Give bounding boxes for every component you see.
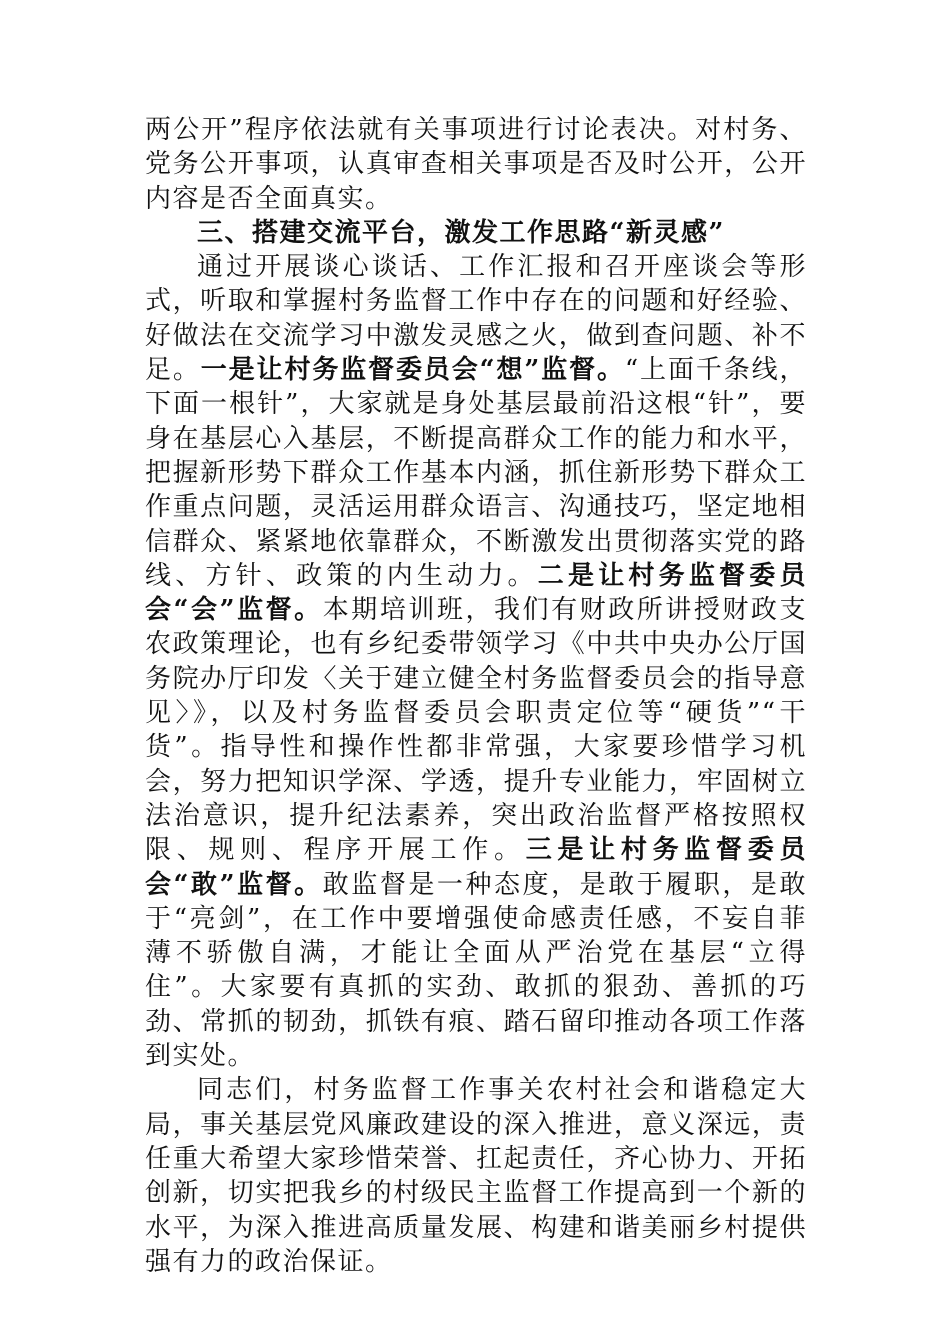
paragraph-continued: 两公开”程序依法就有关事项进行讨论表决。对村务、党务公开事项，认真审查相关事项是否及时公开，公开内容是否全面真实。 [145,115,807,214]
point-three-heading: 三是让村务监督委员会“敢”监督。 [145,835,807,900]
point-one-heading: 一是让村务监督委员会“想”监督。 [200,355,625,386]
point-two-heading: 二是让村务监督委员会“会”监督。 [145,560,807,626]
document-body [145,113,807,1279]
paragraph-text: 敢监督是一种态度，是敢于履职，是敢于“亮剑”，在工作中要增强使命感责任感，不妄自菲薄不骄傲自满，才能让全面从严治党在基层“立得住”。大家要有真抓的实劲、敢抓的狠劲、善抓的巧劲、常抓的韧劲，抓铁有痕、踏石留印推动各项工作落到实处。 [145,869,807,1072]
paragraph-text: “上面千条线，下面一根针”，大家就是身处基层最前沿这根“针”，要身在基层心入基层，不断提高群众工作的能力和水平，把握新形势下群众工作基本内涵，抓住新形势下群众工作重点问题，灵活运用群众语言、沟通技巧，坚定地相信群众、紧紧地依靠群众，不断激发出贯彻落实党的路线、方针、政策的内生动力。 [145,355,807,591]
section-heading-3: 三、搭建交流平台，激发工作思路“新灵感” [197,217,725,248]
paragraph-exchange-platform [145,250,807,1073]
paragraph-text: 通过开展谈心谈话、工作汇报和召开座谈会等形式，听取和掌握村务监督工作中存在的问题和好经验、好做法在交流学习中激发灵感之火，做到查问题、补不足。 [145,252,807,386]
paragraph-text: 本期培训班，我们有财政所讲授财政支农政策理论，也有乡纪委带领学习《中共中央办公厅国务院办厅印发〈关于建立健全村务监督委员会的指导意见〉》，以及村务监督委员会职责定位等“硬货”“干货”。指导性和操作性都非常强，大家要珍惜学习机会，努力把知识学深、学透，提升专业能力，牢固树立法治意识，提升纪法素养，突出政治监督严格按照权限、规则、程序开展工作。 [145,595,807,866]
paragraph-closing: 同志们，村务监督工作事关农村社会和谐稳定大局，事关基层党风廉政建设的深入推进，意义深远，责任重大希望大家珍惜荣誉、扛起责任，齐心协力、开拓创新，切实把我乡的村级民主监督工作提高到一个新的水平，为深入推进高质量发展、构建和谐美丽乡村提供强有力的政治保证。 [145,1075,807,1277]
